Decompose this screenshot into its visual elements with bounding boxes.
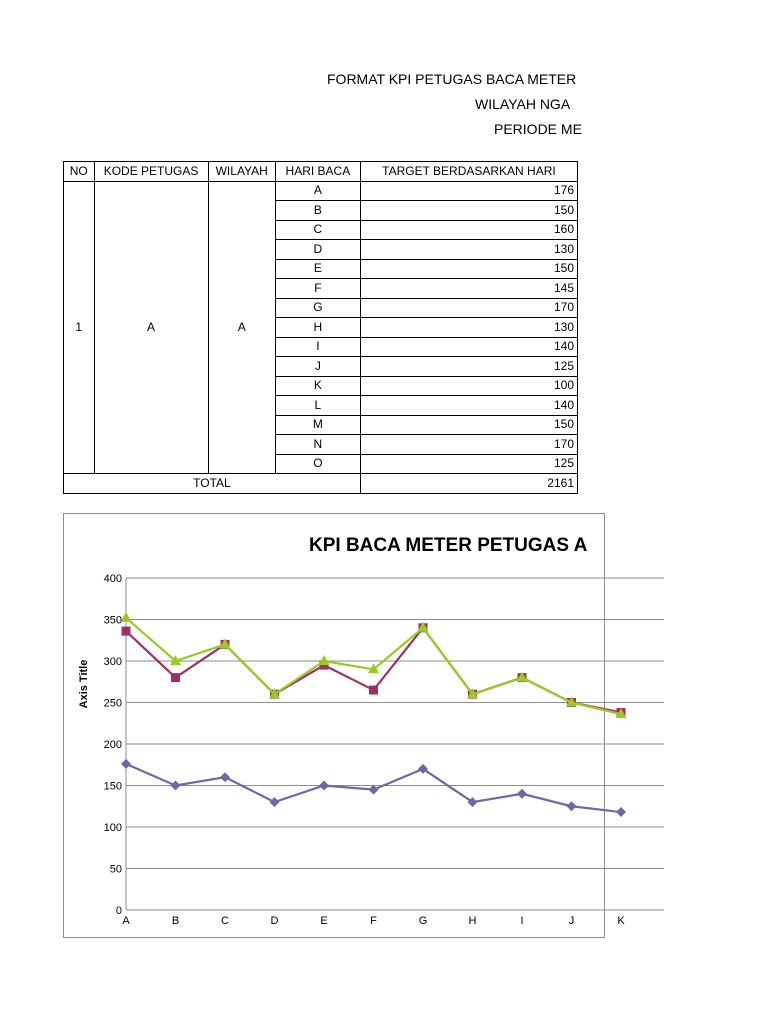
- report-region: WILAYAH NGA: [475, 96, 571, 112]
- cell-target: 176: [360, 181, 577, 201]
- data-point: [171, 673, 180, 682]
- chart-title: KPI BACA METER PETUGAS A: [309, 535, 588, 556]
- cell-hari-baca: G: [275, 298, 360, 318]
- data-point: [121, 612, 132, 622]
- table-row: [64, 181, 578, 201]
- report-title-line-2: [0, 93, 578, 117]
- y-tick-label: 0: [115, 905, 122, 917]
- data-point: [517, 789, 527, 799]
- cell-hari-baca: B: [275, 201, 360, 221]
- data-point: [121, 759, 131, 769]
- data-point: [319, 655, 330, 665]
- cell-target: 130: [360, 240, 577, 260]
- cell-hari-baca: N: [275, 435, 360, 455]
- report-title-line-1: [0, 68, 578, 92]
- report-title-line-3: [0, 118, 582, 142]
- cell-hari-baca: C: [275, 220, 360, 240]
- data-point: [122, 627, 131, 636]
- data-point: [567, 801, 577, 811]
- x-tick-label: J: [568, 915, 575, 927]
- cell-hari-baca: M: [275, 415, 360, 435]
- cell-target: 170: [360, 435, 577, 455]
- data-point: [369, 686, 378, 695]
- cell-target: 140: [360, 337, 577, 357]
- cell-target: 150: [360, 259, 577, 279]
- x-tick-label: I: [520, 915, 524, 927]
- x-tick-label: H: [468, 915, 477, 927]
- col-header-no: NO: [64, 162, 95, 182]
- cell-hari-baca: A: [275, 181, 360, 201]
- kpi-table: [63, 161, 578, 494]
- cell-hari-baca: J: [275, 357, 360, 377]
- total-row: [64, 474, 578, 494]
- data-point: [171, 781, 181, 791]
- cell-target: 150: [360, 201, 577, 221]
- data-point: [270, 797, 280, 807]
- cell-wilayah: A: [208, 181, 275, 474]
- cell-hari-baca: E: [275, 259, 360, 279]
- table-header-row: [64, 162, 578, 182]
- total-value: 2161: [360, 474, 577, 494]
- cell-hari-baca: K: [275, 376, 360, 396]
- y-tick-label: 50: [109, 863, 122, 876]
- cell-hari-baca: L: [275, 396, 360, 416]
- x-tick-label: D: [270, 915, 279, 927]
- y-tick-label: 150: [103, 780, 122, 793]
- data-point: [220, 772, 230, 782]
- cell-no: 1: [64, 181, 95, 474]
- chart-svg: [64, 514, 625, 937]
- y-tick-label: 400: [103, 573, 122, 585]
- x-tick-label: B: [171, 915, 180, 927]
- y-tick-label: 100: [103, 822, 122, 834]
- cell-target: 160: [360, 220, 577, 240]
- cell-target: 130: [360, 318, 577, 338]
- y-tick-label: 350: [103, 614, 122, 627]
- cell-target: 125: [360, 357, 577, 377]
- cell-target: 100: [360, 376, 577, 396]
- cell-hari-baca: F: [275, 279, 360, 299]
- x-tick-label: G: [418, 915, 428, 927]
- x-tick-label: K: [617, 915, 625, 927]
- x-tick-label: F: [370, 915, 377, 927]
- y-tick-label: 250: [103, 697, 122, 710]
- report-title: FORMAT KPI PETUGAS BACA METER: [327, 71, 577, 87]
- y-tick-label: 200: [103, 739, 122, 751]
- cell-hari-baca: D: [275, 240, 360, 260]
- cell-target: 170: [360, 298, 577, 318]
- kpi-line-chart[interactable]: [63, 513, 625, 938]
- total-label: TOTAL: [64, 474, 361, 494]
- data-point: [369, 785, 379, 795]
- col-header-wilayah: WILAYAH: [208, 162, 275, 182]
- col-header-target: TARGET BERDASARKAN HARI: [360, 162, 577, 182]
- cell-target: 125: [360, 454, 577, 474]
- x-tick-label: A: [122, 915, 130, 927]
- y-axis-title: Axis Title: [78, 659, 90, 709]
- cell-hari-baca: I: [275, 337, 360, 357]
- x-tick-label: E: [320, 915, 328, 927]
- data-point: [616, 807, 626, 817]
- cell-kode-petugas: A: [94, 181, 208, 474]
- cell-target: 145: [360, 279, 577, 299]
- y-tick-label: 300: [103, 656, 122, 668]
- cell-hari-baca: H: [275, 318, 360, 338]
- x-tick-label: C: [221, 915, 229, 927]
- col-header-hari-baca: HARI BACA: [275, 162, 360, 182]
- data-point: [319, 781, 329, 791]
- col-header-kode-petugas: KODE PETUGAS: [94, 162, 208, 182]
- cell-target: 140: [360, 396, 577, 416]
- report-period: PERIODE ME: [494, 121, 582, 137]
- cell-hari-baca: O: [275, 454, 360, 474]
- cell-target: 150: [360, 415, 577, 435]
